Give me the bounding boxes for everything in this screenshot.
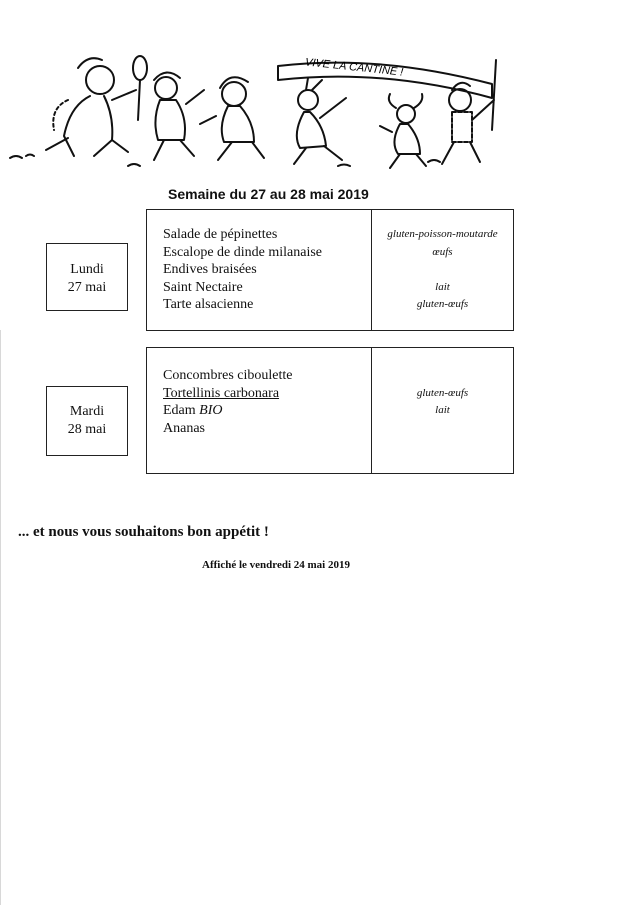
day-label-tuesday bbox=[46, 386, 128, 456]
day-name: Lundi bbox=[70, 262, 104, 277]
posted-date: Affiché le vendredi 24 mai 2019 bbox=[202, 559, 350, 571]
dish bbox=[163, 402, 292, 420]
day-date: 28 mai bbox=[67, 422, 107, 437]
dish: Saint Nectaire bbox=[163, 279, 243, 295]
menu-box-tuesday bbox=[146, 347, 514, 474]
dish: Tortellinis carbonara bbox=[163, 385, 280, 401]
allergen: gluten-œufs bbox=[416, 386, 469, 399]
organic-label: BIO bbox=[199, 403, 223, 418]
menu-box-monday bbox=[146, 209, 514, 331]
dish-list bbox=[163, 367, 292, 437]
dish: Ananas bbox=[163, 420, 205, 436]
day-date: 27 mai bbox=[67, 280, 107, 295]
allergen-list bbox=[372, 226, 513, 314]
dish: Escalope de dinde milanaise bbox=[163, 244, 322, 260]
allergen: lait bbox=[435, 404, 450, 416]
dish: Tarte alsacienne bbox=[163, 297, 254, 312]
day-name: Mardi bbox=[69, 404, 105, 419]
week-title: Semaine du 27 au 28 mai 2019 bbox=[168, 186, 369, 202]
allergen bbox=[372, 261, 513, 279]
allergen-list bbox=[372, 367, 513, 437]
cantine-banner-illustration bbox=[8, 40, 508, 180]
dish: Concombres ciboulette bbox=[163, 368, 293, 383]
allergen bbox=[372, 367, 513, 385]
banner-text: VIVE LA CANTINE ! bbox=[304, 56, 404, 79]
day-label-monday bbox=[46, 243, 128, 311]
dish-name: Edam bbox=[163, 403, 196, 418]
dish: Endives braisées bbox=[163, 262, 257, 277]
scan-edge-line bbox=[0, 330, 1, 905]
allergen: gluten-poisson-moutarde bbox=[387, 228, 498, 240]
greeting-text: ... et nous vous souhaitons bon appétit ! bbox=[18, 524, 269, 540]
allergen: lait bbox=[435, 280, 450, 293]
allergen: œufs bbox=[432, 245, 453, 258]
allergen: gluten-œufs bbox=[416, 298, 469, 310]
dish-list bbox=[163, 226, 322, 314]
dish: Salade de pépinettes bbox=[163, 227, 278, 242]
allergen bbox=[372, 420, 513, 438]
